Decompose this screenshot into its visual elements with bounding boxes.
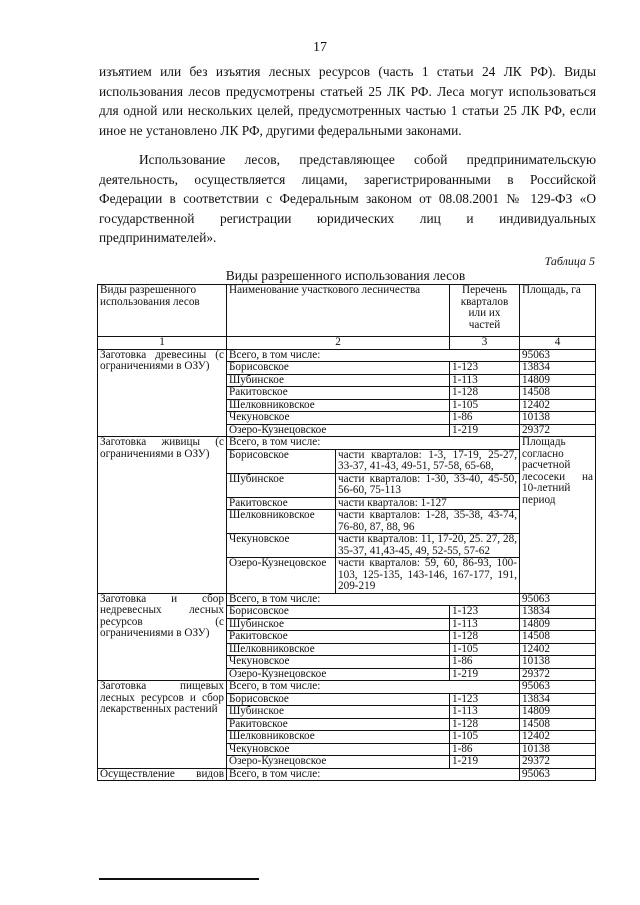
paragraph-2: Использование лесов, представляющее собой предпринимательскую деятельность, осуществляется лицами, зарегистрированными в Российской Федерации в соответствии с Федеральным законом от 08.08.2001 № 129-ФЗ «О государственной регистрации юридических лиц и индивидуальных предпринимателей». (99, 152, 596, 245)
footnote-rule (99, 878, 259, 880)
area-cell: 14809 (520, 374, 596, 387)
quarters-cell: 1-123 (450, 693, 520, 706)
forestry-name: Озеро-Кузнецовское (227, 424, 450, 437)
forestry-name: Шелковниковское (227, 510, 336, 534)
page-number: 17 (313, 40, 327, 55)
total-label: Всего, в том числе: (227, 593, 520, 606)
paragraph-1: изъятием или без изъятия лесных ресурсов (часть 1 статьи 24 ЛК РФ). Виды использования лесов предусмотрены статьей 25 ЛК РФ. Леса могут использоваться для одной или нескольких целей, предусмотренных частью 1 статьи 25 ЛК РФ, если иное не установлено ЛК РФ, другими федеральными законами. (99, 64, 596, 138)
use-type-cell: Заготовка пищевых лесных ресурсов и сбор лекарственных растений (98, 681, 227, 769)
forestry-name: Ракитовское (227, 718, 450, 731)
use-type-cell: Заготовка и сбор недревесных лесных ресурсов (с ограничениями в ОЗУ) (98, 593, 227, 681)
header-forestry: Наименование участкового лесничества (227, 285, 450, 337)
area-cell: 29372 (520, 756, 596, 769)
quarters-cell: 1-105 (450, 399, 520, 412)
quarters-cell: 1-128 (450, 631, 520, 644)
header-area: Площадь, га (520, 285, 596, 337)
area-cell: 10138 (520, 656, 596, 669)
forestry-name: Борисовское (227, 606, 450, 619)
quarters-cell: части кварталов: 59, 60, 86-93, 100-103, 125-135, 143-146, 167-177, 191, 209-219 (336, 558, 520, 594)
quarters-cell: 1-86 (450, 656, 520, 669)
table-row (98, 768, 596, 781)
col-number: 3 (450, 337, 520, 350)
quarters-cell: 1-123 (450, 362, 520, 375)
area-cell: 14508 (520, 631, 596, 644)
total-label: Всего, в том числе: (227, 349, 520, 362)
area-cell: 13834 (520, 606, 596, 619)
area-cell: 12402 (520, 731, 596, 744)
quarters-cell: 1-113 (450, 618, 520, 631)
quarters-cell: части кварталов: 11, 17-20, 25. 27, 28, 35-37, 41,43-45, 49, 52-55, 57-62 (336, 534, 520, 558)
use-type-cell: Заготовка живицы (с ограничениями в ОЗУ) (98, 437, 227, 594)
quarters-cell: 1-128 (450, 718, 520, 731)
quarters-cell: 1-105 (450, 643, 520, 656)
total-label: Всего, в том числе: (227, 681, 520, 694)
forestry-name: Ракитовское (227, 497, 336, 510)
forestry-name: Борисовское (227, 362, 450, 375)
area-cell: 14809 (520, 706, 596, 719)
area-cell: 29372 (520, 668, 596, 681)
forestry-name: Озеро-Кузнецовское (227, 558, 336, 594)
quarters-cell: 1-86 (450, 412, 520, 425)
quarters-cell: 1-219 (450, 756, 520, 769)
area-cell: 95063 (520, 768, 596, 781)
area-note-cell: Площадь согласно расчетной лесосеки на 10-летний период (520, 437, 596, 594)
forestry-name: Шубинское (227, 706, 450, 719)
forestry-name: Шелковниковское (227, 731, 450, 744)
header-quarters: Перечень кварталов или их частей (450, 285, 520, 337)
forestry-name: Озеро-Кузнецовское (227, 668, 450, 681)
quarters-cell: 1-86 (450, 743, 520, 756)
area-cell: 95063 (520, 681, 596, 694)
col-number: 4 (520, 337, 596, 350)
area-cell: 10138 (520, 743, 596, 756)
forestry-name: Борисовское (227, 449, 336, 473)
quarters-cell: 1-128 (450, 387, 520, 400)
quarters-cell: 1-105 (450, 731, 520, 744)
forestry-name: Чекуновское (227, 534, 336, 558)
table-caption: Таблица 5 (544, 254, 595, 268)
col-number: 1 (98, 337, 227, 350)
forestry-name: Чекуновское (227, 412, 450, 425)
area-cell: 10138 (520, 412, 596, 425)
table-row (98, 349, 596, 362)
forestry-name: Ракитовское (227, 387, 450, 400)
quarters-cell: части кварталов: 1-30, 33-40, 45-50, 56-60, 75-113 (336, 473, 520, 497)
forestry-name: Чекуновское (227, 743, 450, 756)
forestry-name: Ракитовское (227, 631, 450, 644)
forestry-name: Чекуновское (227, 656, 450, 669)
area-cell: 95063 (520, 593, 596, 606)
quarters-cell: 1-219 (450, 424, 520, 437)
area-cell: 95063 (520, 349, 596, 362)
land-use-table (97, 284, 596, 781)
area-cell: 14809 (520, 618, 596, 631)
area-cell: 29372 (520, 424, 596, 437)
quarters-cell: 1-123 (450, 606, 520, 619)
total-label: Всего, в том числе: (227, 437, 520, 450)
table-title: Виды разрешенного использования лесов (225, 268, 466, 283)
forestry-name: Шубинское (227, 473, 336, 497)
area-cell: 14508 (520, 718, 596, 731)
column-number-row (98, 337, 596, 350)
table-header-row (98, 285, 596, 337)
area-cell: 13834 (520, 362, 596, 375)
area-cell: 12402 (520, 643, 596, 656)
quarters-cell: части кварталов: 1-28, 35-38, 43-74, 76-80, 87, 88, 96 (336, 510, 520, 534)
forestry-name: Озеро-Кузнецовское (227, 756, 450, 769)
header-use: Виды разрешенного использования лесов (98, 285, 227, 337)
quarters-cell: 1-113 (450, 706, 520, 719)
use-type-cell: Заготовка древесины (с ограничениями в ОЗУ) (98, 349, 227, 437)
forestry-name: Шелковниковское (227, 399, 450, 412)
quarters-cell: 1-113 (450, 374, 520, 387)
col-number: 2 (227, 337, 450, 350)
quarters-cell: части кварталов: 1-3, 17-19, 25-27, 33-37, 41-43, 49-51, 57-58, 65-68, (336, 449, 520, 473)
forestry-name: Борисовское (227, 693, 450, 706)
quarters-cell: части кварталов: 1-127 (336, 497, 520, 510)
total-label: Всего, в том числе: (227, 768, 520, 781)
forestry-name: Шубинское (227, 374, 450, 387)
area-cell: 14508 (520, 387, 596, 400)
area-cell: 12402 (520, 399, 596, 412)
forestry-name: Шелковниковское (227, 643, 450, 656)
table-row (98, 593, 596, 606)
use-type-cell: Осуществление видов (98, 768, 227, 781)
quarters-cell: 1-219 (450, 668, 520, 681)
forestry-name: Шубинское (227, 618, 450, 631)
table-row (98, 437, 596, 450)
area-cell: 13834 (520, 693, 596, 706)
table-row (98, 681, 596, 694)
